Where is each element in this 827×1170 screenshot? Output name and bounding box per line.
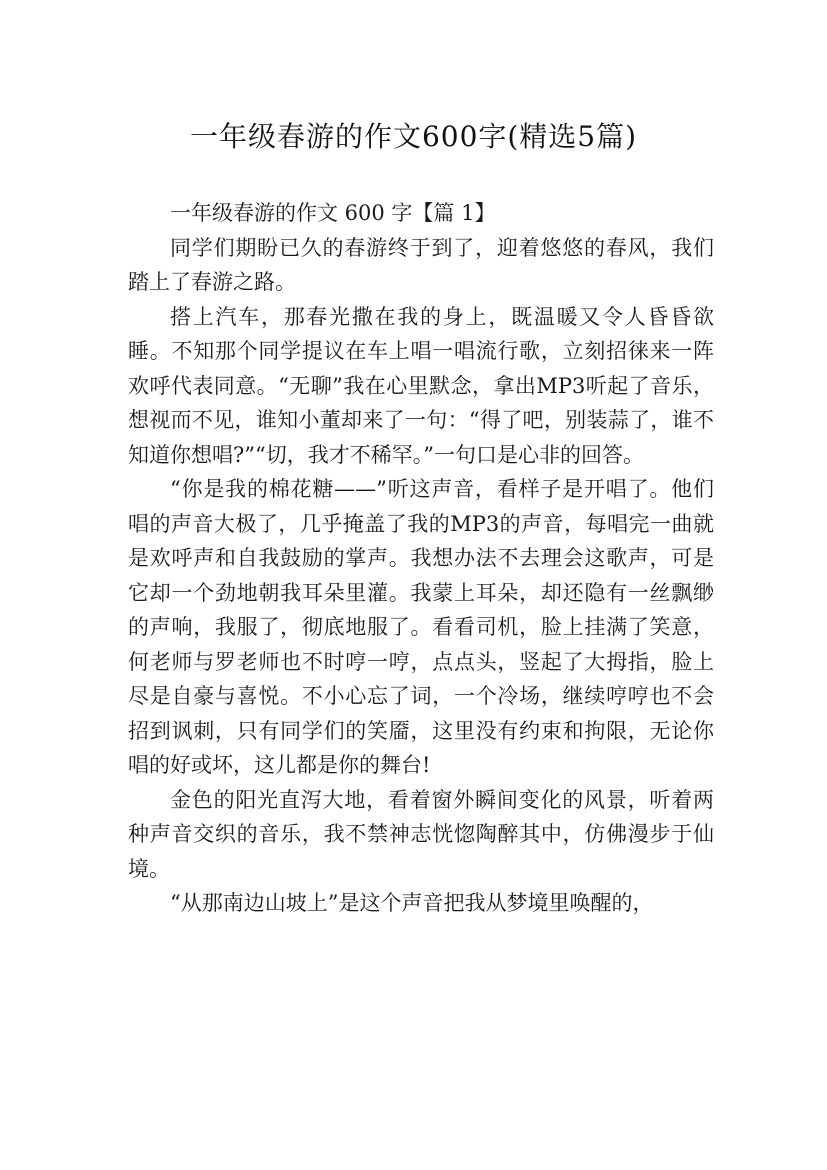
- paragraph-2: 搭上汽车，那春光撒在我的身上，既温暖又令人昏昏欲睡。不知那个同学提议在车上唱一唱流行歌，立刻招徕来一阵欢呼代表同意。“无聊”我在心里默念，拿出MP3听起了音乐，想视而不见，谁知小董却来了一句：“得了吧，别装蒜了，谁不知道你想唱?”“切，我才不稀罕。”一句口是心非的回答。: [128, 304, 714, 467]
- document-body: [128, 196, 714, 921]
- paragraph-3: “你是我的棉花糖——”听这声音，看样子是开唱了。他们唱的声音大极了，几乎掩盖了我的MP3的声音，每唱完一曲就是欢呼声和自我鼓励的掌声。我想办法不去理会这歌声，可是它却一个劲地朝我耳朵里灌。我蒙上耳朵，却还隐有一丝飘缈的声响，我服了，彻底地服了。看看司机，脸上挂满了笑意，何老师与罗老师也不时哼一哼，点点头，竖起了大拇指，脸上尽是自豪与喜悦。不小心忘了词，一个冷场，继续哼哼也不会招到讽刺，只有同学们的笑靥，这里没有约束和拘限，无论你唱的好或坏，这儿都是你的舞台!: [128, 477, 714, 777]
- section-heading: 一年级春游的作文 600 字【篇 1】: [170, 201, 496, 225]
- document-title: 一年级春游的作文600字(精选5篇): [189, 119, 638, 153]
- paragraph-5: “从那南边山坡上”是这个声音把我从梦境里唤醒的，: [170, 891, 654, 915]
- paragraph-4: 金色的阳光直泻大地，看着窗外瞬间变化的风景，听着两种声音交织的音乐，我不禁神志恍惚陶醉其中，仿佛漫步于仙境。: [128, 787, 714, 881]
- paragraph-1: 同学们期盼已久的春游终于到了，迎着悠悠的春风，我们踏上了春游之路。: [128, 235, 714, 294]
